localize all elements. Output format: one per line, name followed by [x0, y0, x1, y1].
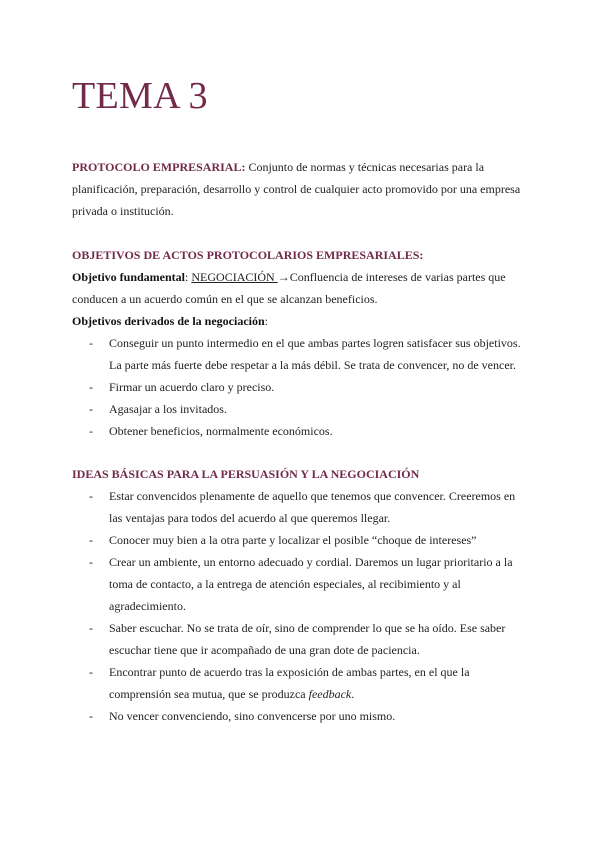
ideas-section — [72, 463, 530, 727]
dash-bullet: - — [89, 665, 93, 679]
list-item-text: Firmar un acuerdo claro y preciso. — [109, 380, 275, 394]
protocolo-definition — [72, 156, 530, 222]
list-item-end: . — [351, 687, 355, 701]
objetivos-section — [72, 244, 530, 442]
objetivos-derivados — [72, 310, 530, 332]
protocolo-label: PROTOCOLO EMPRESARIAL: — [72, 160, 246, 174]
ideas-heading: IDEAS BÁSICAS PARA LA PERSUASIÓN Y LA NEGOCIACIÓN — [72, 467, 420, 481]
list-item — [72, 551, 530, 617]
feedback-term: feedback — [308, 687, 352, 701]
arrow-icon: → — [277, 270, 290, 284]
objetivos-derivados-label: Objetivos derivados de la negociación — [72, 314, 265, 328]
dash-bullet: - — [89, 533, 93, 547]
list-item-text: Conocer muy bien a la otra parte y localizar el posible “choque de intereses” — [109, 533, 477, 547]
dash-bullet: - — [89, 424, 93, 438]
list-item-text: Conseguir un punto intermedio en el que ambas partes logren satisfacer sus objetivos. La parte más fuerte debe respetar a la más débil. Se trata de convencer, no de vencer. — [109, 336, 521, 372]
objetivos-list — [72, 332, 530, 442]
dash-bullet: - — [89, 380, 93, 394]
list-item-text: No vencer convenciendo, sino convencerse por uno mismo. — [109, 709, 396, 723]
ideas-list — [72, 485, 530, 727]
list-item — [72, 376, 530, 398]
list-item-text: Estar convencidos plenamente de aquello que tenemos que convencer. Creeremos en las ventajas para todos del acuerdo al que queremos llegar. — [109, 489, 516, 525]
dash-bullet: - — [89, 555, 93, 569]
dash-bullet: - — [89, 489, 93, 503]
list-item — [72, 398, 530, 420]
list-item — [72, 485, 530, 529]
list-item-text: Encontrar punto de acuerdo tras la exposición de ambas partes, en el que la comprensión sea mutua, que se produzca — [109, 665, 470, 701]
objetivo-fundamental — [72, 266, 530, 310]
list-item — [72, 332, 530, 376]
objetivo-fundamental-label: Objetivo fundamental — [72, 270, 186, 284]
list-item-text: Saber escuchar. No se trata de oír, sino de comprender lo que se ha oído. Ese saber escuchar tiene que ir acompañado de una gran dote de paciencia. — [109, 621, 506, 657]
list-item — [72, 420, 530, 442]
protocolo-text: Conjunto de normas y técnicas necesarias para la planificación, preparación, desarrollo y control de cualquier acto promovido por una empresa privada o institución. — [72, 160, 521, 218]
list-item — [72, 661, 530, 705]
page-title: TEMA 3 — [72, 75, 208, 117]
list-item-text: Obtener beneficios, normalmente económicos. — [109, 424, 333, 438]
list-item — [72, 529, 530, 551]
protocolo-paragraph — [72, 156, 530, 222]
objetivos-derivados-sep: : — [264, 314, 269, 328]
dash-bullet: - — [89, 709, 93, 723]
list-item — [72, 705, 530, 727]
dash-bullet: - — [89, 621, 93, 635]
objetivo-fundamental-sep: : — [185, 270, 192, 284]
dash-bullet: - — [89, 336, 93, 350]
dash-bullet: - — [89, 402, 93, 416]
list-item-text: Crear un ambiente, un entorno adecuado y cordial. Daremos un lugar prioritario a la toma de contacto, a la entrega de atención especiales, al recibimiento y al agradecimiento. — [109, 555, 513, 613]
objetivo-fundamental-text: Confluencia de intereses de varias partes que conducen a un acuerdo común en el que se alcanzan beneficios. — [72, 270, 506, 306]
list-item — [72, 617, 530, 661]
list-item-text: Agasajar a los invitados. — [109, 402, 227, 416]
objetivo-fundamental-term: NEGOCIACIÓN — [191, 270, 278, 284]
objetivos-heading: OBJETIVOS DE ACTOS PROTOCOLARIOS EMPRESARIALES: — [72, 248, 424, 262]
